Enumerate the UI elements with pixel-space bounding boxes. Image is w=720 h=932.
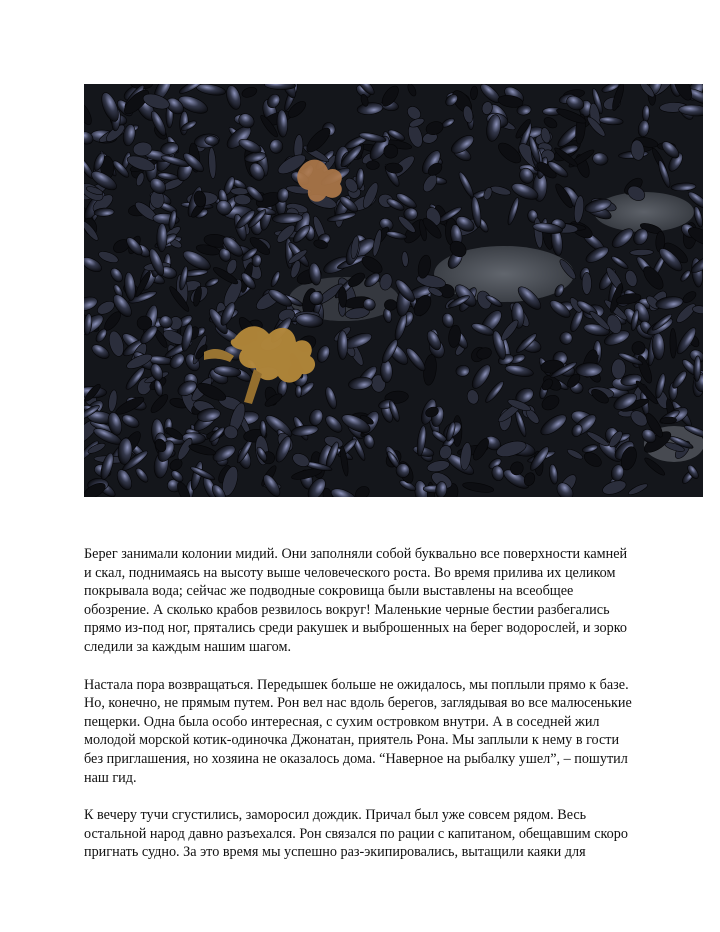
- text-line: наш гид.: [84, 769, 137, 786]
- text-line: прямо из-под ног, прятались среди ракушек и выброшенных на берег водорослей, и зорко: [84, 620, 627, 637]
- paragraph-3: [84, 806, 654, 862]
- text-line: К вечеру тучи сгустились, заморосил дождик. Причал был уже совсем рядом. Весь: [84, 807, 587, 824]
- paragraph-2: [84, 676, 654, 788]
- text-line: Но, конечно, не прямым путем. Рон вел нас вдоль берегов, заглядывая во все малюсенькие: [84, 695, 632, 712]
- text-line: остальной народ давно разъехался. Рон связался по рации с капитаном, обещавшим скоро: [84, 825, 628, 842]
- paragraph-1: [84, 545, 654, 657]
- text-line: без приглашения, но хозяина не оказалось дома. “Наверное на рыбалку ушел”, – пошутил: [84, 750, 628, 767]
- text-line: покрывала вода; сейчас же подводные сокровища были выставлены на всеобщее: [84, 583, 574, 600]
- text-line: и скал, поднимаясь на высоту выше человеческого роста. Во время прилива их целиком: [84, 564, 616, 581]
- text-line: пещерки. Одна была особо интересная, с сухим островком внутри. А в соседней жил: [84, 713, 600, 730]
- text-line: пригнать судно. За это время мы успешно раз-экипировались, вытащили каяки для: [84, 844, 586, 861]
- text-line: следили за каждым нашим шагом.: [84, 638, 291, 655]
- text-line: Берег занимали колонии мидий. Они заполняли собой буквально все поверхности камней: [84, 546, 628, 562]
- text-line: обозрение. А сколько крабов резвилось вокруг! Маленькие черные бестии разбегались: [84, 601, 610, 618]
- text-line: Настала пора возвращаться. Передышек больше не ожидалось, мы поплыли прямо к базе.: [84, 676, 629, 693]
- text-line: молодой морской котик-одиночка Джонатан, приятель Рона. Мы заплыли к нему в гости: [84, 732, 620, 749]
- article-text: [84, 545, 654, 881]
- mussel-colony-photo: [84, 84, 703, 497]
